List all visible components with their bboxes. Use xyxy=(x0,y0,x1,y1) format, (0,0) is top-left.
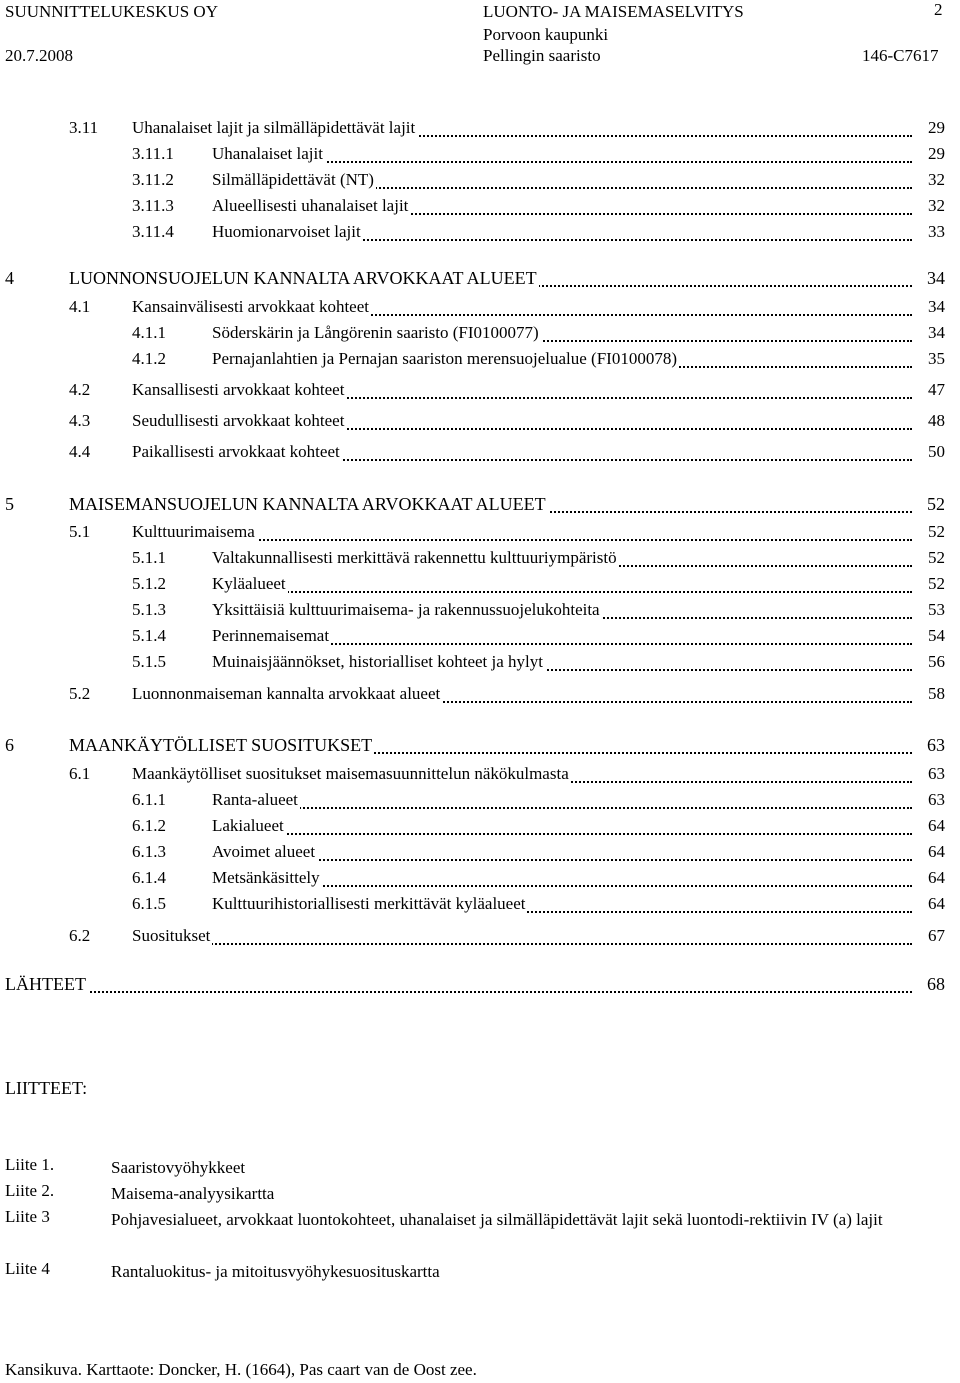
company-name: SUUNNITTELUKESKUS OY xyxy=(5,2,218,21)
attachment-id: Liite 4 xyxy=(5,1259,50,1278)
toc-page: 34 xyxy=(928,323,945,342)
area-name: Pellingin saaristo xyxy=(483,46,601,65)
toc-label: Paikallisesti arvokkaat kohteet xyxy=(132,442,340,461)
toc-entry[interactable] xyxy=(0,349,960,373)
toc-entry[interactable] xyxy=(0,442,960,466)
toc-entry[interactable] xyxy=(0,684,960,708)
toc-label: Yksittäisiä kulttuurimaisema- ja rakennussuojelukohteita xyxy=(212,600,600,619)
toc-page: 48 xyxy=(928,411,945,430)
toc-number: 6.1.1 xyxy=(132,790,166,809)
toc-entry[interactable] xyxy=(0,323,960,347)
toc-entry[interactable] xyxy=(0,411,960,435)
toc-entry[interactable] xyxy=(0,894,960,918)
toc-number: 4.1.2 xyxy=(132,349,166,368)
toc-entry[interactable] xyxy=(0,790,960,814)
toc-entry[interactable] xyxy=(0,926,960,950)
toc-entry[interactable] xyxy=(0,297,960,321)
toc-entry[interactable] xyxy=(0,842,960,866)
toc-number: 3.11.3 xyxy=(132,196,174,215)
toc-entry[interactable] xyxy=(0,735,960,759)
toc-number: 4.4 xyxy=(69,442,91,461)
toc-label: Maankäytölliset suositukset maisemasuunnittelun näkökulmasta xyxy=(132,764,569,783)
toc-page: 33 xyxy=(928,222,945,241)
toc-entry[interactable] xyxy=(0,522,960,546)
toc-label: Uhanalaiset lajit ja silmälläpidettävät lajit xyxy=(132,118,416,137)
document-date: 20.7.2008 xyxy=(5,46,73,65)
toc-number: 6 xyxy=(5,735,14,755)
toc-label: Söderskärin ja Långörenin saaristo (FI0100077) xyxy=(212,323,539,342)
toc-page: 56 xyxy=(928,652,945,671)
toc-page: 50 xyxy=(928,442,945,461)
toc-page: 29 xyxy=(928,144,945,163)
page-number: 2 xyxy=(934,0,943,19)
toc-number: 6.1.2 xyxy=(132,816,166,835)
toc-label: LÄHTEET xyxy=(5,974,86,994)
toc-label: Huomionarvoiset lajit xyxy=(212,222,361,241)
toc-number: 5.1.3 xyxy=(132,600,166,619)
toc-entry[interactable] xyxy=(0,380,960,404)
toc-page: 63 xyxy=(928,790,945,809)
attachment-text: Saaristovyöhykkeet xyxy=(111,1158,246,1177)
toc-number: 3.11.2 xyxy=(132,170,174,189)
toc-number: 5.1.2 xyxy=(132,574,166,593)
toc-label: Seudullisesti arvokkaat kohteet xyxy=(132,411,345,430)
toc-label: Valtakunnallisesti merkittävä rakennettu kulttuuriympäristö xyxy=(212,548,617,567)
toc-entry[interactable] xyxy=(0,222,960,246)
toc-page: 52 xyxy=(928,574,945,593)
toc-entry[interactable] xyxy=(0,268,960,292)
toc-number: 4.2 xyxy=(69,380,91,399)
toc-entry[interactable] xyxy=(0,574,960,598)
toc-label: LUONNONSUOJELUN KANNALTA ARVOKKAAT ALUEET xyxy=(69,268,537,288)
toc-page: 34 xyxy=(927,268,945,288)
toc-page: 35 xyxy=(928,349,945,368)
toc-number: 4.1 xyxy=(69,297,91,316)
toc-label: Kyläalueet xyxy=(212,574,286,593)
toc-entry[interactable] xyxy=(0,764,960,788)
toc-label: Uhanalaiset lajit xyxy=(212,144,323,163)
toc-entry[interactable] xyxy=(0,652,960,676)
toc-label: Kansainvälisesti arvokkaat kohteet xyxy=(132,297,369,316)
toc-number: 4.3 xyxy=(69,411,91,430)
toc-label: Kulttuurimaisema xyxy=(132,522,255,541)
toc-entry[interactable] xyxy=(0,144,960,168)
toc-page: 32 xyxy=(928,170,945,189)
toc-entry[interactable] xyxy=(0,974,960,998)
toc-label: Muinaisjäännökset, historialliset kohteet ja hylyt xyxy=(212,652,543,671)
attachment-text: Pohjavesialueet, arvokkaat luontokohteet, uhanalaiset ja silmälläpidettävät lajit sekä luontodi-rektiivin IV (a) lajit xyxy=(111,1210,883,1229)
attachment-id: Liite 1. xyxy=(5,1155,55,1174)
toc-number: 3.11 xyxy=(69,118,99,137)
toc-number: 3.11.4 xyxy=(132,222,174,241)
toc-number: 3.11.1 xyxy=(132,144,174,163)
toc-number: 5.1.1 xyxy=(132,548,166,567)
toc-entry[interactable] xyxy=(0,548,960,572)
toc-page: 52 xyxy=(927,494,945,514)
toc-number: 5.2 xyxy=(69,684,91,703)
toc-page: 63 xyxy=(928,764,945,783)
toc-page: 52 xyxy=(928,522,945,541)
toc-entry[interactable] xyxy=(0,626,960,650)
toc-entry[interactable] xyxy=(0,494,960,518)
toc-number: 6.1.5 xyxy=(132,894,166,913)
toc-label: MAISEMANSUOJELUN KANNALTA ARVOKKAAT ALUEET xyxy=(69,494,546,514)
toc-number: 6.1.3 xyxy=(132,842,166,861)
toc-entry[interactable] xyxy=(0,600,960,624)
toc-label: Metsänkäsittely xyxy=(212,868,320,887)
document-code: 146-C7617 xyxy=(862,46,939,65)
toc-page: 52 xyxy=(928,548,945,567)
toc-label: Kansallisesti arvokkaat kohteet xyxy=(132,380,345,399)
cover-image-credit: Kansikuva. Karttaote: Doncker, H. (1664), Pas caart van de Oost zee. xyxy=(5,1360,477,1379)
attachments-heading: LIITTEET: xyxy=(5,1078,88,1098)
toc-number: 4.1.1 xyxy=(132,323,166,342)
toc-page: 67 xyxy=(928,926,945,945)
toc-page: 63 xyxy=(927,735,945,755)
toc-entry[interactable] xyxy=(0,868,960,892)
toc-number: 6.1 xyxy=(69,764,91,783)
toc-page: 68 xyxy=(927,974,945,994)
toc-entry[interactable] xyxy=(0,816,960,840)
toc-entry[interactable] xyxy=(0,118,960,142)
toc-label: Pernajanlahtien ja Pernajan saariston merensuojelualue (FI0100078) xyxy=(212,349,677,368)
toc-label: Perinnemaisemat xyxy=(212,626,330,645)
toc-page: 64 xyxy=(928,868,945,887)
document-title: LUONTO- JA MAISEMASELVITYS xyxy=(483,2,744,21)
toc-label: Lakialueet xyxy=(212,816,284,835)
toc-label: Silmälläpidettävät (NT) xyxy=(212,170,374,189)
client-name: Porvoon kaupunki xyxy=(483,25,609,44)
toc-number: 5 xyxy=(5,494,14,514)
toc-label: Alueellisesti uhanalaiset lajit xyxy=(212,196,409,215)
attachment-text: Maisema-analyysikartta xyxy=(111,1184,275,1203)
toc-page: 29 xyxy=(928,118,945,137)
toc-page: 34 xyxy=(928,297,945,316)
toc-entry[interactable] xyxy=(0,196,960,220)
toc-page: 47 xyxy=(928,380,945,399)
toc-page: 53 xyxy=(928,600,945,619)
toc-label: Kulttuurihistoriallisesti merkittävät kyläalueet xyxy=(212,894,526,913)
toc-label: Avoimet alueet xyxy=(212,842,316,861)
toc-number: 6.2 xyxy=(69,926,91,945)
toc-number: 5.1.5 xyxy=(132,652,166,671)
toc-number: 4 xyxy=(5,268,14,288)
toc-number: 5.1 xyxy=(69,522,91,541)
toc-page: 64 xyxy=(928,842,945,861)
attachment-text: Rantaluokitus- ja mitoitusvyöhykesuosituskartta xyxy=(111,1262,440,1281)
toc-page: 54 xyxy=(928,626,945,645)
attachment-id: Liite 3 xyxy=(5,1207,50,1226)
toc-page: 64 xyxy=(928,816,945,835)
attachment-id: Liite 2. xyxy=(5,1181,55,1200)
toc-label: Ranta-alueet xyxy=(212,790,298,809)
toc-page: 58 xyxy=(928,684,945,703)
toc-label: Luonnonmaiseman kannalta arvokkaat alueet xyxy=(132,684,441,703)
toc-label: Suositukset xyxy=(132,926,211,945)
toc-number: 6.1.4 xyxy=(132,868,166,887)
toc-page: 64 xyxy=(928,894,945,913)
toc-label: MAANKÄYTÖLLISET SUOSITUKSET xyxy=(69,735,373,755)
toc-number: 5.1.4 xyxy=(132,626,166,645)
toc-page: 32 xyxy=(928,196,945,215)
toc-entry[interactable] xyxy=(0,170,960,194)
